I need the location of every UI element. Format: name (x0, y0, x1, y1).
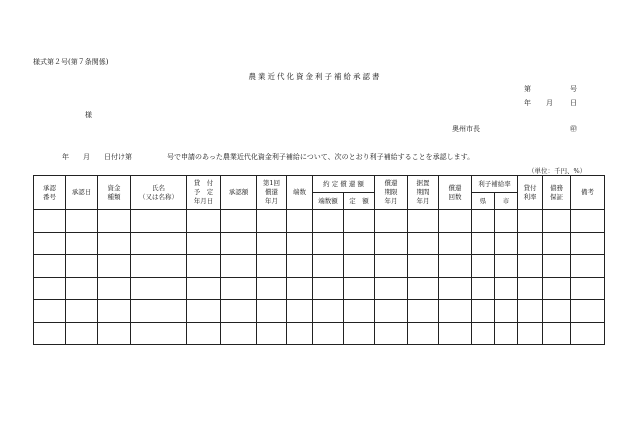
header-scheduled-fraction: 端数額 (313, 193, 344, 210)
table-cell[interactable] (472, 255, 495, 278)
table-cell[interactable] (344, 255, 375, 278)
table-cell[interactable] (375, 300, 408, 323)
table-cell[interactable] (518, 300, 543, 323)
table-cell[interactable] (287, 232, 313, 255)
table-cell[interactable] (257, 232, 287, 255)
table-cell[interactable] (571, 277, 605, 300)
seal-mark: ㊞ (570, 125, 577, 133)
table-cell[interactable] (543, 232, 571, 255)
table-cell[interactable] (98, 255, 131, 278)
header-installments: 端数 (287, 176, 313, 210)
table-cell[interactable] (408, 232, 439, 255)
table-row (34, 277, 605, 300)
header-scheduled-repayment: 約 定 償 還 額 (313, 176, 375, 193)
table-cell[interactable] (34, 232, 66, 255)
number-suffix: 号 (570, 85, 577, 93)
table-cell[interactable] (34, 300, 66, 323)
date-day: 日 (570, 99, 577, 107)
table-cell[interactable] (287, 300, 313, 323)
table-cell[interactable] (375, 232, 408, 255)
table-cell[interactable] (518, 232, 543, 255)
table-cell[interactable] (313, 277, 344, 300)
header-fund-type: 資金 種類 (98, 176, 131, 210)
table-cell[interactable] (313, 210, 344, 233)
table-cell[interactable] (187, 322, 221, 345)
table-cell[interactable] (34, 277, 66, 300)
table-cell[interactable] (495, 232, 518, 255)
header-rate-prefecture: 県 (472, 193, 495, 210)
table-cell[interactable] (187, 277, 221, 300)
table-cell[interactable] (344, 300, 375, 323)
table-cell[interactable] (472, 210, 495, 233)
table-cell[interactable] (66, 210, 98, 233)
table-cell[interactable] (439, 210, 472, 233)
table-cell[interactable] (375, 322, 408, 345)
date-month: 月 (546, 99, 553, 107)
table-cell[interactable] (439, 322, 472, 345)
table-cell[interactable] (543, 322, 571, 345)
table-cell[interactable] (375, 277, 408, 300)
table-cell[interactable] (408, 322, 439, 345)
table-cell[interactable] (375, 210, 408, 233)
table-cell[interactable] (344, 210, 375, 233)
table-cell[interactable] (408, 300, 439, 323)
header-scheduled-fixed: 定 額 (344, 193, 375, 210)
header-loan-rate: 貸付 利率 (518, 176, 543, 210)
table-cell[interactable] (408, 210, 439, 233)
table-cell[interactable] (518, 322, 543, 345)
table-cell[interactable] (375, 255, 408, 278)
table-cell[interactable] (187, 255, 221, 278)
table-cell[interactable] (257, 277, 287, 300)
table-cell[interactable] (221, 322, 257, 345)
table-cell[interactable] (187, 232, 221, 255)
table-row (34, 210, 605, 233)
table-cell[interactable] (131, 210, 187, 233)
date-year: 年 (524, 99, 531, 107)
table-cell[interactable] (66, 255, 98, 278)
header-approved-amount: 承認額 (221, 176, 257, 210)
table-cell[interactable] (439, 255, 472, 278)
table-cell[interactable] (495, 255, 518, 278)
header-approval-date: 承認日 (66, 176, 98, 210)
table-cell[interactable] (66, 232, 98, 255)
table-cell[interactable] (131, 255, 187, 278)
table-cell[interactable] (257, 300, 287, 323)
table-cell[interactable] (518, 277, 543, 300)
table-cell[interactable] (344, 322, 375, 345)
header-remarks: 備考 (571, 176, 605, 210)
table-cell[interactable] (313, 322, 344, 345)
table-cell[interactable] (518, 255, 543, 278)
table-cell[interactable] (313, 300, 344, 323)
issuer-name: 奥州市長 (452, 125, 480, 133)
table-cell[interactable] (221, 300, 257, 323)
table-cell[interactable] (472, 322, 495, 345)
table-cell[interactable] (98, 322, 131, 345)
table-cell[interactable] (34, 210, 66, 233)
table-cell[interactable] (439, 232, 472, 255)
table-cell[interactable] (313, 255, 344, 278)
document-title: 農業近代化資金利子補給承認書 (248, 72, 382, 81)
table-row (34, 255, 605, 278)
table-cell[interactable] (472, 277, 495, 300)
table-cell[interactable] (131, 277, 187, 300)
table-cell[interactable] (131, 322, 187, 345)
table-cell[interactable] (571, 210, 605, 233)
addressee-suffix: 様 (85, 111, 92, 119)
table-cell[interactable] (66, 277, 98, 300)
header-approval-no: 承認 番号 (34, 176, 66, 210)
table-cell[interactable] (571, 300, 605, 323)
form-label: 様式第２号(第７条関係) (33, 58, 109, 66)
table-cell[interactable] (287, 322, 313, 345)
table-cell[interactable] (495, 300, 518, 323)
table-cell[interactable] (408, 277, 439, 300)
table-cell[interactable] (472, 232, 495, 255)
table-cell[interactable] (495, 210, 518, 233)
table-cell[interactable] (66, 300, 98, 323)
table-row (34, 232, 605, 255)
table-cell[interactable] (313, 232, 344, 255)
table-cell[interactable] (287, 210, 313, 233)
table-cell[interactable] (439, 300, 472, 323)
table-cell[interactable] (131, 232, 187, 255)
header-name: 氏名 （又は名称） (131, 176, 187, 210)
table-cell[interactable] (495, 277, 518, 300)
table-cell[interactable] (257, 210, 287, 233)
table-cell[interactable] (344, 232, 375, 255)
table-cell[interactable] (472, 300, 495, 323)
approval-statement: 年 月 日付け第 号で申請のあった農業近代化資金利子補給について、次のとおり利子補給することを承認します。 (62, 153, 475, 161)
table-body (34, 210, 605, 345)
table-cell[interactable] (131, 300, 187, 323)
table-cell[interactable] (543, 277, 571, 300)
table-cell[interactable] (34, 322, 66, 345)
table-cell[interactable] (98, 277, 131, 300)
table-cell[interactable] (257, 255, 287, 278)
table-cell[interactable] (518, 210, 543, 233)
table-cell[interactable] (187, 300, 221, 323)
table-cell[interactable] (66, 322, 98, 345)
number-prefix: 第 (524, 85, 531, 93)
table-cell[interactable] (495, 322, 518, 345)
table-cell[interactable] (344, 277, 375, 300)
header-subsidy-rate: 利子補給率 (472, 176, 518, 193)
header-guarantee: 債務 保証 (543, 176, 571, 210)
header-first-repayment: 第1回 償還 年月 (257, 176, 287, 210)
header-rate-city: 市 (495, 193, 518, 210)
table-cell[interactable] (287, 277, 313, 300)
table-cell[interactable] (98, 300, 131, 323)
table-cell[interactable] (98, 210, 131, 233)
table-cell[interactable] (221, 277, 257, 300)
table-cell[interactable] (408, 255, 439, 278)
table-cell[interactable] (571, 232, 605, 255)
approval-table (33, 175, 605, 345)
header-repayment-period: 償還 期限 年月 (375, 176, 408, 210)
table-cell[interactable] (571, 255, 605, 278)
table-row (34, 300, 605, 323)
table-cell[interactable] (439, 277, 472, 300)
table-cell[interactable] (543, 300, 571, 323)
table-cell[interactable] (221, 210, 257, 233)
table-row (34, 322, 605, 345)
table-cell[interactable] (221, 255, 257, 278)
table-cell[interactable] (257, 322, 287, 345)
header-grace-period: 据置 期間 年月 (408, 176, 439, 210)
table-cell[interactable] (543, 210, 571, 233)
table-cell[interactable] (571, 322, 605, 345)
table-cell[interactable] (543, 255, 571, 278)
table-cell[interactable] (98, 232, 131, 255)
table-cell[interactable] (287, 255, 313, 278)
table-cell[interactable] (34, 255, 66, 278)
header-loan-date: 貸 付 予 定 年月日 (187, 176, 221, 210)
table-cell[interactable] (221, 232, 257, 255)
unit-note: （単位：千円、%） (528, 167, 587, 175)
table-cell[interactable] (187, 210, 221, 233)
header-repayment-count: 償還 回数 (439, 176, 472, 210)
